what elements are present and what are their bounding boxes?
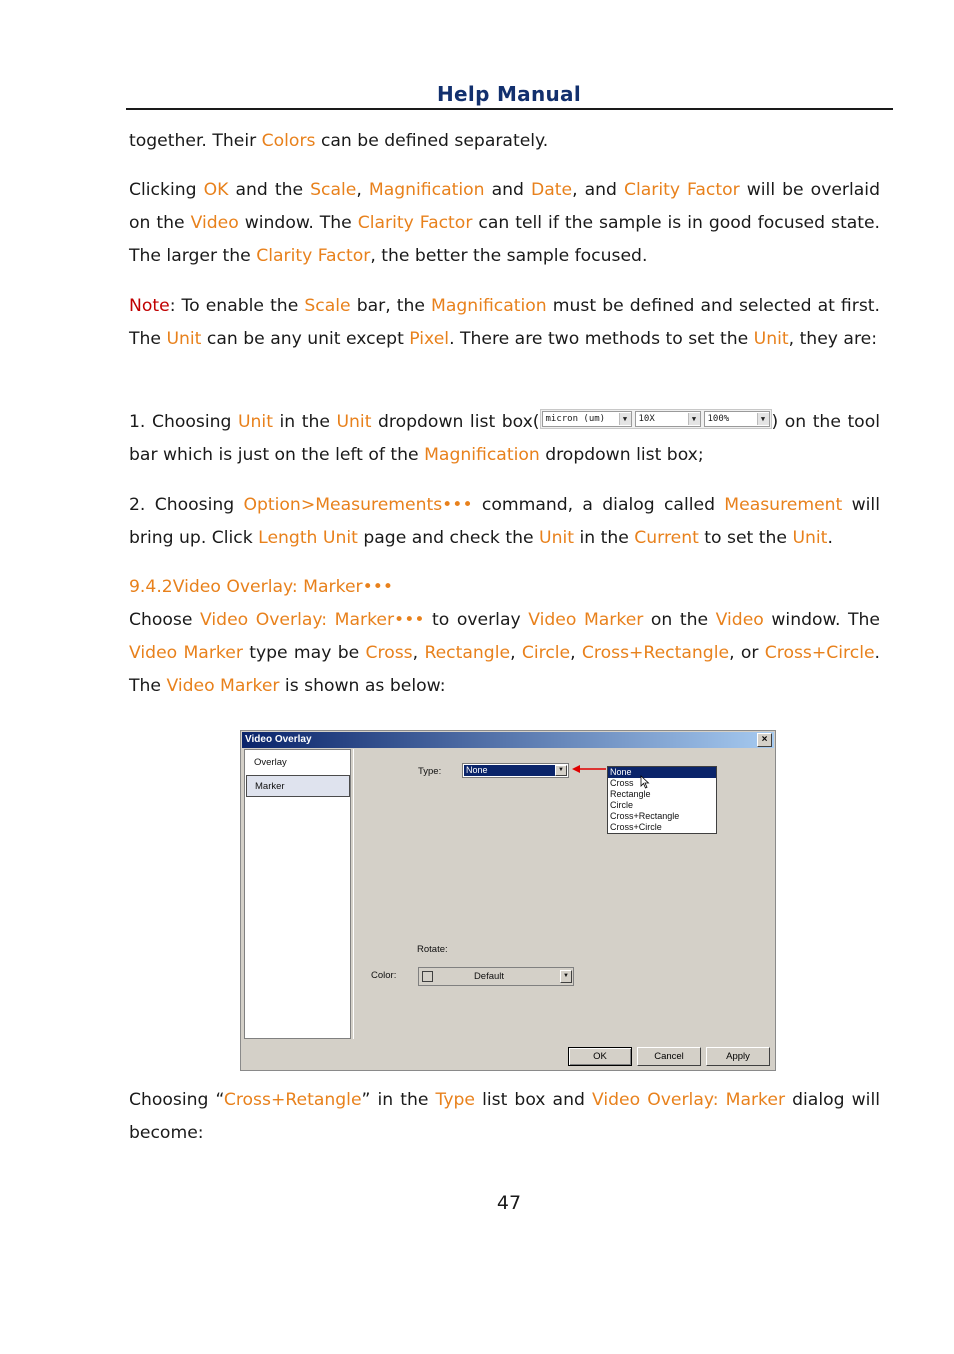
text: command, a dialog called [472, 495, 725, 515]
term-cross-rectangle: Cross+Rectangle [581, 643, 730, 663]
text: can tell if the sample is in good focused state. The larger the [129, 213, 881, 266]
text: , [510, 643, 522, 663]
unit-dropdown[interactable] [542, 411, 632, 427]
type-option-cross[interactable]: Cross [610, 778, 634, 788]
term-magnification: Magnification [431, 296, 547, 316]
video-overlay-dialog [240, 730, 776, 1071]
term-clarity-factor: Clarity Factor [357, 213, 473, 233]
text: , [356, 180, 369, 200]
dialog-nav-list [244, 749, 351, 1039]
text: , the better the sample focused. [370, 246, 648, 266]
term-video: Video [190, 213, 239, 233]
text: type may be [242, 643, 366, 663]
chevron-down-icon: ▼ [757, 413, 769, 425]
unit-dropdown-value: micron (um) [545, 414, 606, 424]
note-label: Note [129, 296, 170, 316]
term-video-marker: Video Marker [528, 610, 644, 630]
term-video-marker: Video Marker [129, 643, 243, 663]
marker-settings-panel [353, 749, 773, 1039]
text: dropdown list box( [371, 412, 540, 432]
type-label: Type: [418, 766, 442, 777]
color-label: Color: [371, 970, 397, 981]
term-video-marker: Video Marker [166, 676, 280, 696]
text: to set the [698, 528, 793, 548]
paragraph-overlay-ok [129, 174, 880, 273]
type-option-cross-rectangle[interactable]: Cross+Rectangle [610, 811, 680, 821]
term-scale: Scale [310, 180, 357, 200]
text: must be defined and selected at first. The [129, 296, 880, 349]
text: and the [228, 180, 311, 200]
text: , or [729, 643, 765, 663]
text: , [412, 643, 425, 663]
term-magnification: Magnification [368, 180, 485, 200]
term-cross-retangle: Cross+Retangle [223, 1090, 362, 1110]
term-command: Video Overlay: Marker••• [200, 610, 425, 630]
ok-button[interactable]: OK [568, 1047, 632, 1066]
term-type: Type [435, 1090, 476, 1110]
term-rectangle: Rectangle [424, 643, 511, 663]
text: page and check the [357, 528, 540, 548]
text: ” in the [361, 1090, 436, 1110]
text: Choosing “ [129, 1090, 224, 1110]
type-option-circle[interactable]: Circle [610, 800, 634, 810]
term-ok: OK [203, 180, 229, 200]
type-select[interactable] [462, 763, 569, 778]
text: bar, the [350, 296, 432, 316]
paragraph-method-2 [129, 489, 880, 555]
paragraph-colors [129, 125, 880, 158]
term-date: Date [530, 180, 573, 200]
paragraph-cross-rectangle [129, 1084, 880, 1150]
paragraph-method-1 [129, 406, 880, 472]
term-measurement: Measurement [724, 495, 843, 515]
text: : To enable the [169, 296, 305, 316]
term-cross-circle: Cross+Circle [764, 643, 875, 663]
color-select[interactable] [418, 967, 574, 986]
text: in the [272, 412, 337, 432]
page-header-title: Help Manual [437, 82, 581, 106]
text: Clicking [129, 180, 204, 200]
type-option-none[interactable]: None [608, 767, 716, 778]
text: 1. Choosing [129, 412, 238, 432]
term-unit: Unit [166, 329, 202, 349]
zoom-dropdown[interactable] [704, 411, 770, 427]
term-unit: Unit [539, 528, 575, 548]
text: to overlay [424, 610, 529, 630]
term-clarity-factor: Clarity Factor [623, 180, 740, 200]
term-current: Current [634, 528, 699, 548]
term-colors: Colors [261, 131, 316, 151]
term-unit: Unit [753, 329, 789, 349]
text: . [827, 528, 833, 548]
type-options-list [607, 766, 717, 834]
magnification-dropdown[interactable] [635, 411, 701, 427]
nav-item-marker[interactable]: Marker [246, 775, 350, 797]
type-select-value: None [464, 765, 556, 776]
text: will be overlaid on the [129, 180, 880, 233]
text: in the [574, 528, 635, 548]
header-divider [126, 108, 893, 110]
color-select-value: Default [473, 971, 505, 982]
text: window. The [763, 610, 880, 630]
red-arrow-icon [572, 764, 606, 774]
page-number: 47 [496, 1192, 522, 1214]
close-icon[interactable]: × [757, 733, 772, 747]
text: Choose [129, 610, 201, 630]
term-circle: Circle [521, 643, 571, 663]
term-unit: Unit [336, 412, 372, 432]
chevron-down-icon[interactable]: ▼ [560, 970, 572, 983]
apply-button[interactable]: Apply [706, 1047, 770, 1066]
term-pixel: Pixel [409, 329, 450, 349]
term-unit: Unit [792, 528, 828, 548]
zoom-dropdown-value: 100% [707, 414, 730, 424]
text: , they are: [788, 329, 877, 349]
term-menu-path: Option>Measurements••• [243, 495, 473, 515]
term-magnification: Magnification [424, 445, 540, 465]
toolbar-dropdowns-image [540, 409, 772, 429]
term-video: Video [715, 610, 764, 630]
text: window. The [238, 213, 358, 233]
text: . The [129, 643, 881, 696]
cancel-button[interactable]: Cancel [637, 1047, 701, 1066]
chevron-down-icon: ▼ [688, 413, 700, 425]
text: on the [643, 610, 716, 630]
dialog-titlebar [242, 732, 774, 748]
text: , [570, 643, 582, 663]
text: ) on the tool bar which is just on the left of the [129, 412, 880, 465]
chevron-down-icon: ▼ [619, 413, 631, 425]
magnification-dropdown-value: 10X [638, 414, 655, 424]
term-scale: Scale [304, 296, 351, 316]
text: list box and [475, 1090, 592, 1110]
text: and [484, 180, 531, 200]
mouse-cursor-icon [640, 775, 650, 789]
text: together. Their [129, 131, 262, 151]
paragraph-video-marker [129, 604, 880, 703]
text: dropdown list box; [539, 445, 704, 465]
type-option-rectangle[interactable]: Rectangle [610, 789, 651, 799]
term-length-unit: Length Unit [258, 528, 358, 548]
term-clarity-factor: Clarity Factor [256, 246, 371, 266]
term-dialog-name: Video Overlay: Marker [591, 1090, 786, 1110]
text: can be any unit except [201, 329, 410, 349]
nav-item-overlay[interactable]: Overlay [254, 757, 287, 768]
text: is shown as below: [279, 676, 446, 696]
term-cross: Cross [365, 643, 413, 663]
rotate-label: Rotate: [417, 944, 448, 955]
dialog-title: Video Overlay [245, 734, 312, 745]
text: , and [572, 180, 624, 200]
dialog-footer [241, 1040, 775, 1070]
text: dialog will become: [129, 1090, 880, 1143]
text: will bring up. Click [129, 495, 880, 548]
term-unit: Unit [237, 412, 273, 432]
text: . There are two methods to set the [449, 329, 754, 349]
type-option-cross-circle[interactable]: Cross+Circle [610, 822, 662, 832]
text: 2. Choosing [129, 495, 244, 515]
paragraph-note [129, 290, 880, 356]
chevron-down-icon[interactable]: ▼ [555, 765, 567, 776]
text: can be defined separately. [315, 131, 549, 151]
section-heading: 9.4.2Video Overlay: Marker••• [129, 577, 393, 597]
